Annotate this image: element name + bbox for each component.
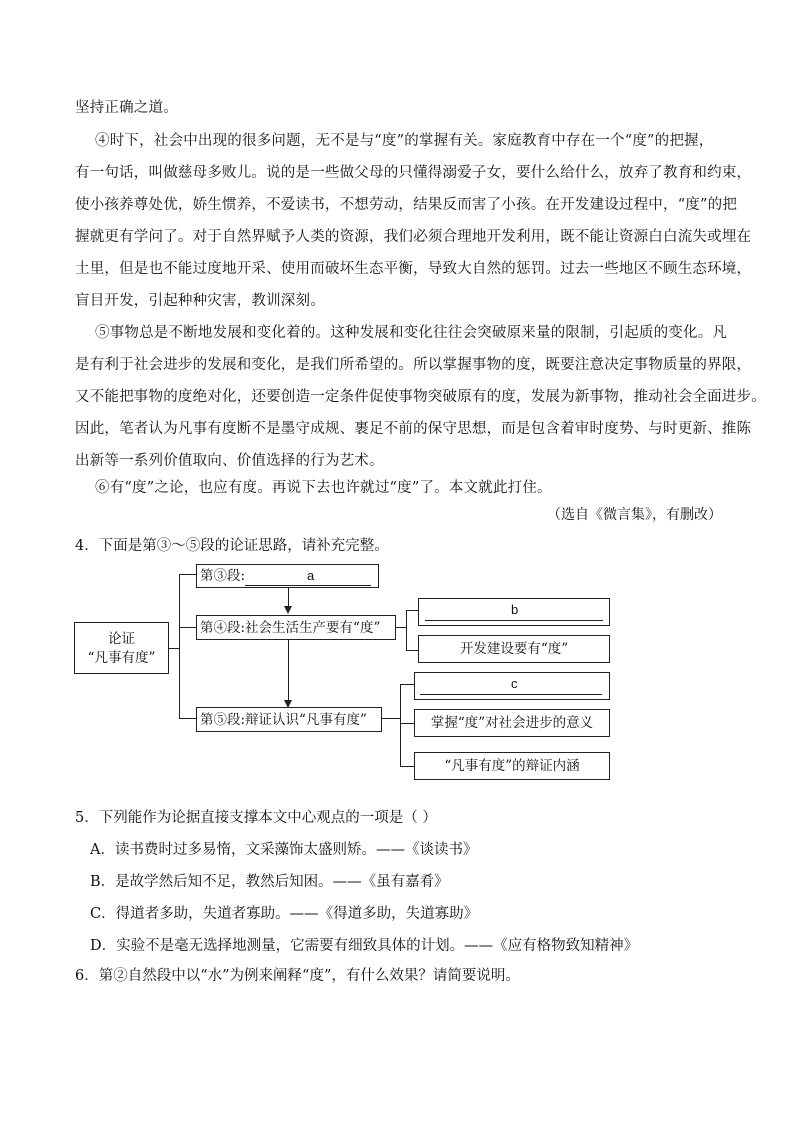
passage-line: 是有利于社会进步的发展和变化，是我们所希望的。所以掌握事物的度，既要注意决定事物质量的界限， <box>75 357 752 373</box>
connector <box>406 610 418 611</box>
passage-line: 坚持正确之道。 <box>75 100 178 116</box>
blank-b-line <box>425 620 603 621</box>
connector <box>396 627 406 628</box>
blank-a-line <box>245 585 371 586</box>
diagram-para5-item3-label: “凡事有度”的辩证内涵 <box>444 758 580 774</box>
arrow <box>288 588 289 608</box>
blank-c-letter: c <box>511 676 518 691</box>
connector <box>179 718 196 719</box>
connector <box>400 684 414 685</box>
connector <box>400 723 414 724</box>
arrow <box>288 640 289 703</box>
passage-line: 有一句话，叫做慈母多败儿。说的是一些做父母的只懂得溺爱子女，要什么给什么，放弃了教育和约束， <box>75 165 752 181</box>
diagram-para5-item2-box <box>414 709 610 737</box>
passage-source: （选自《微言集》，有删改） <box>547 507 722 523</box>
diagram-para4-item2-label: 开发建设要有“度” <box>459 641 569 657</box>
argument-diagram <box>0 560 800 790</box>
passage-line: ④时下，社会中出现的很多问题，无不是与“度”的掌握有关。家庭教育中存在一个“度”的把握， <box>95 133 714 149</box>
passage-line: ⑤事物总是不断地发展和变化着的。这种发展和变化往往会突破原来量的限制，引起质的变化。凡 <box>95 325 728 341</box>
connector <box>179 574 196 575</box>
connector <box>400 766 414 767</box>
passage-line: 又不能把事物的度绝对化，还要创造一定条件促使事物突破原有的度，发展为新事物，推动社会全面进步。 <box>75 389 766 405</box>
diagram-para5-item2-label: 掌握“度”对社会进步的意义 <box>430 715 594 731</box>
question-5-option-c: C．得道者多助，失道者寡助。——《得道多助，失道寡助》 <box>90 906 479 922</box>
passage-line: 使小孩养尊处优，娇生惯养，不爱读书，不想劳动，结果反而害了小孩。在开发建设过程中，“度”的把 <box>75 197 738 213</box>
diagram-para5-item3-box <box>414 752 610 780</box>
connector <box>400 684 401 766</box>
connector <box>179 574 180 718</box>
connector <box>406 610 407 650</box>
question-5-option-a: A．读书费时过多易惰，文采藻饰太盛则矫。——《谈读书》 <box>90 842 478 858</box>
connector <box>169 648 179 649</box>
diagram-para4-item2-box <box>418 635 610 663</box>
passage-line: 土里，但是也不能过度地开采、使用而破坏生态平衡，导致大自然的惩罚。过去一些地区不顾生态环境， <box>75 261 752 277</box>
diagram-para5-box <box>196 707 382 732</box>
arrow-head <box>284 606 292 614</box>
connector <box>382 718 400 719</box>
diagram-root-line1: 论证 <box>108 631 135 647</box>
passage-line: 握就更有学问了。对于自然界赋予人类的资源，我们必须合理地开发利用，既不能让资源白白流失或埋在 <box>75 229 752 245</box>
passage-line: 因此，笔者认为凡事有度断不是墨守成规、裹足不前的保守思想，而是包含着审时度势、与时更新、推陈 <box>75 421 752 437</box>
diagram-root-box <box>74 622 169 674</box>
question-5-option-b: B．是故学然后知不足，教然后知困。——《虽有嘉肴》 <box>90 874 449 890</box>
blank-a-letter: a <box>307 568 315 583</box>
diagram-para3-label: 第③段: <box>200 568 246 584</box>
blank-b-letter: b <box>511 602 519 617</box>
diagram-root-line2: “凡事有度” <box>87 650 156 666</box>
passage-line: 盲目开发，引起种种灾害，教训深刻。 <box>75 293 325 309</box>
question-5-option-d: D．实验不是毫无选择地测量，它需要有细致具体的计划。——《应有格物致知精神》 <box>90 938 639 954</box>
question-5-stem: 5．下列能作为论据直接支撑本文中心观点的一项是（ ） <box>75 810 437 826</box>
question-6-stem: 6．第②自然段中以“水”为例来阐释“度”，有什么效果？请简要说明。 <box>75 968 520 984</box>
question-4-stem: 4．下面是第③～⑤段的论证思路，请补充完整。 <box>75 538 389 554</box>
passage-line: 出新等一系列价值取向、价值选择的行为艺术。 <box>75 453 384 469</box>
connector <box>406 650 418 651</box>
passage-line: ⑥有“度”之论，也应有度。再说下去也许就过“度”了。本文就此打住。 <box>95 480 552 496</box>
diagram-para4-label: 第④段:社会生活生产要有“度” <box>200 620 381 636</box>
diagram-para5-label: 第⑤段:辩证认识“凡事有度” <box>200 712 367 728</box>
blank-c-line <box>420 694 602 695</box>
connector <box>179 627 196 628</box>
diagram-para4-box <box>196 615 396 640</box>
